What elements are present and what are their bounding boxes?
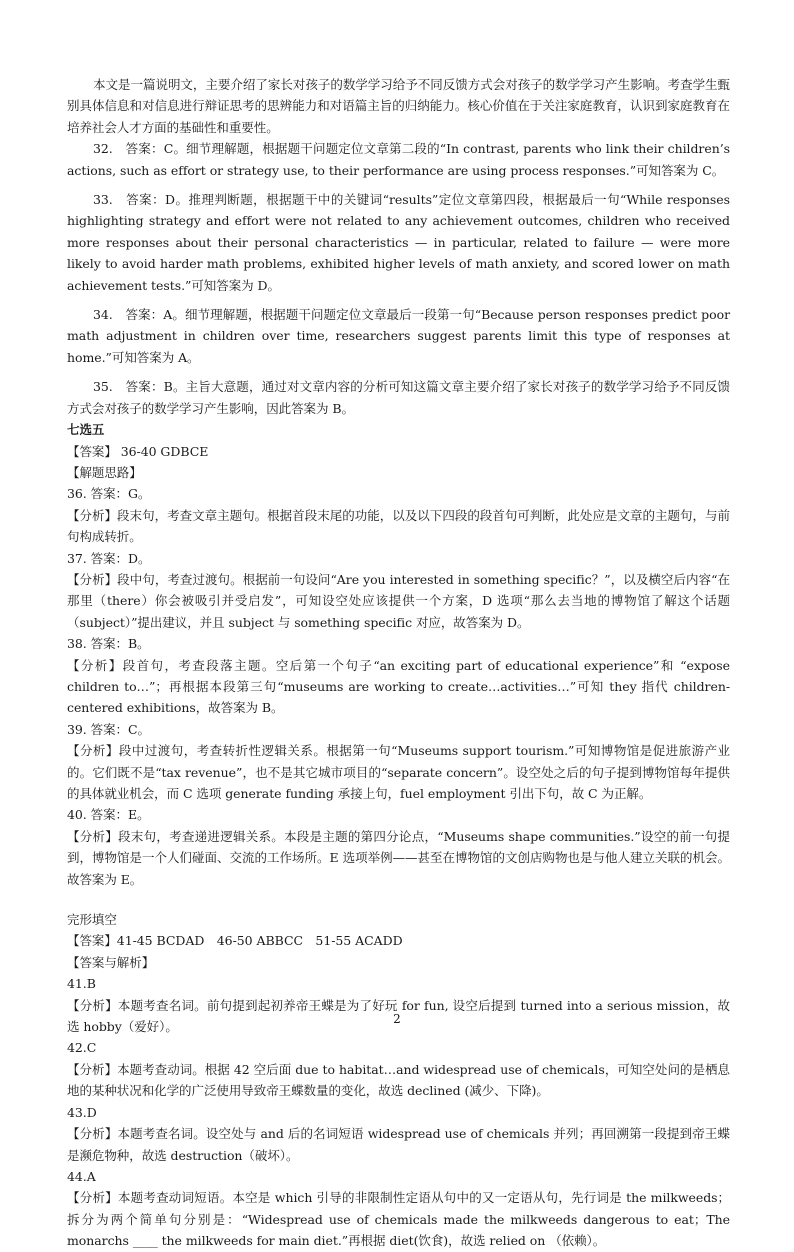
answer-43: 43.D [67, 1104, 97, 1120]
analysis-38: 【分析】段首句，考查段落主题。空后第一个句子“an exciting part of educational experience”和 “expose children to…”；再根据本段第三句“museums are working to create…activities…”可知 they 指代 children-centered exhibitions，故答案为 B。 [67, 657, 730, 716]
answer-41: 41.B [67, 976, 96, 992]
answer-35: 35. 答案：B。主旨大意题，通过对文章内容的分析可知这篇文章主要介绍了家长对孩子的数学学习给予不同反馈方式会对孩子的数学学习产生影响，因此答案为 B。 [67, 379, 730, 416]
answer-32: 32. 答案：C。细节理解题，根据题干问题定位文章第二段的“In contrast, parents who link their children’s actions, such as effort or strategy use, to their performance are using process responses.”可知答案为 C。 [67, 141, 730, 178]
cloze-explain-label: 【答案与解析】 [67, 954, 155, 970]
answer-36: 36. 答案：G。 [67, 486, 151, 502]
answer-42: 42.C [67, 1040, 97, 1056]
seven-answer-key: 【答案】 36-40 GDBCE [67, 443, 209, 459]
analysis-40: 【分析】段末句，考查递进逻辑关系。本段是主题的第四分论点，“Museums shape communities.”设空的前一句提到，博物馆是一个人们碰面、交流的工作场所。E 选项举例——甚至在博物馆的文创店购物也是与他人建立关联的机会。故答案为 E。 [67, 828, 730, 887]
section-title-cloze: 完形填空 [67, 912, 117, 928]
analysis-37: 【分析】段中句，考查过渡句。根据前一句设问“Are you interested in something specific？”，以及横空后内容“在那里（there）你会被吸引并受启发”，可知设空处应该提供一个方案，D 选项“那么去当地的博物馆了解这个话题（subject）”提出建议，并且 subject 与 something specific 对应，故答案为 D。 [67, 571, 730, 630]
answer-39: 39. 答案：C。 [67, 721, 150, 737]
analysis-43: 【分析】本题考查名词。设空处与 and 后的名词短语 widespread use of chemicals 并列；再回溯第一段提到帝王蝶是濒危物种，故选 destruction（破坏）。 [67, 1126, 730, 1163]
analysis-39: 【分析】段中过渡句，考查转折性逻辑关系。根据第一句“Museums support tourism.”可知博物馆是促进旅游产业的。它们既不是“tax revenue”，也不是其它城市项目的“separate concern”。设空处之后的句子提到博物馆每年提供的具体就业机会，而 C 选项 generate funding 承接上句，fuel employment 引出下句，故 C 为正解。 [67, 743, 730, 801]
analysis-42: 【分析】本题考查动词。根据 42 空后面 due to habitat…and widespread use of chemicals，可知空处问的是栖息地的某种状况和化学的广泛使用导致帝王蝶数量的变化，故选 declined (减少、下降)。 [67, 1061, 730, 1099]
analysis-41: 【分析】本题考查名词。前句提到起初养帝王蝶是为了好玩 for fun, 设空后提到 turned into a serious mission，故选 hobby（爱好）。 [67, 997, 730, 1035]
answer-33: 33. 答案：D。推理判断题，根据题干中的关键词“results”定位文章第四段，根据最后一句“While responses highlighting strategy and effort were not related to any achievement outcomes, children who received more responses about their personal characteristics — in particular, related to failure — were more likely to avoid harder math problems, exhibited higher levels of math anxiety, and scored lower on math achievement tests.”可知答案为 D。 [67, 192, 730, 293]
analysis-44: 【分析】本题考查动词短语。本空是 which 引导的非限制性定语从句中的又一定语从句，先行词是 the milkweeds；拆分为两个简单句分别是：“Widespread use of chemicals made the milkweeds dangerous to eat；The monarchs ____ the milkweeds for main diet.”再根据 diet(饮食)，故选 relied on （依赖）。 [67, 1190, 730, 1249]
page-number: 2 [393, 1012, 401, 1026]
passage-summary: 本文是一篇说明文，主要介绍了家长对孩子的数学学习给予不同反馈方式会对孩子的数学学习产生影响。考查学生甄别具体信息和对信息进行辩证思考的思辨能力和对语篇主旨的归纳能力。核心价值在于关注家庭教育，认识到家庭教育在培养社会人才方面的基础性和重要性。 [67, 77, 730, 135]
cloze-answer-key: 【答案】41-45 BCDAD 46-50 ABBCC 51-55 ACADD [67, 933, 403, 949]
analysis-36: 【分析】段末句，考查文章主题句。根据首段末尾的功能，以及以下四段的段首句可判断，此处应是文章的主题句，与前句构成转折。 [67, 507, 730, 545]
answer-38: 38. 答案：B。 [67, 636, 150, 652]
answer-40: 40. 答案：E。 [67, 807, 150, 823]
seven-thinking-label: 【解题思路】 [67, 464, 142, 480]
answer-44: 44.A [67, 1168, 96, 1184]
answer-37: 37. 答案：D。 [67, 550, 151, 566]
page-content [67, 74, 730, 1252]
section-title-seven-choose-five: 七选五 [67, 422, 105, 438]
answer-34: 34. 答案：A。细节理解题，根据题干问题定位文章最后一段第一句“Because person responses predict poor math adjustment in children over time, researchers suggest parents limit this type of responses at home.”可知答案为 A。 [67, 307, 730, 365]
